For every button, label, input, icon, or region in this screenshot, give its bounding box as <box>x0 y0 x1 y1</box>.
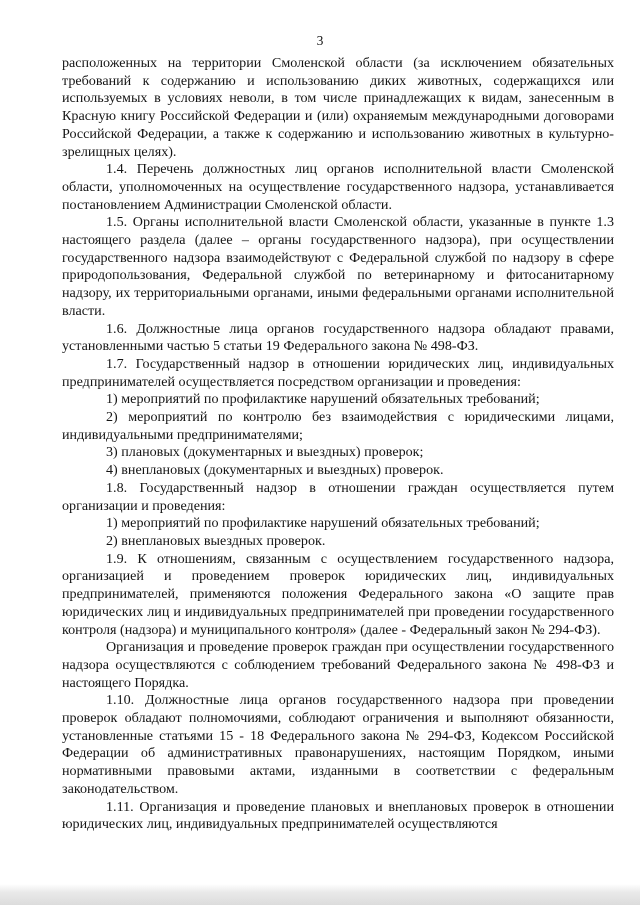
document-body <box>62 55 614 834</box>
paragraph: 3) плановых (документарных и выездных) проверок; <box>106 444 424 461</box>
paragraph: 1.9. К отношениям, связанным с осуществлением государственного надзора, организацией и проведением проверок юридических лиц, индивидуальных предпринимателей, применяются положения Федерального закона «О защите прав юридических лиц и индивидуальных предпринимателей при проведении государственного контроля (надзора) и муниципального контроля» (далее - Федеральный закон № 294-ФЗ). <box>62 550 614 638</box>
paragraph: 1) мероприятий по профилактике нарушений обязательных требований; <box>106 515 540 532</box>
paragraph: 1.5. Органы исполнительной власти Смоленской области, указанные в пункте 1.3 настоящего раздела (далее – органы государственного надзора), при осуществлении государственного надзора взаимодействуют с Федеральной службой по надзору в сфере природопользования, Федеральной службой по ветеринарному и фитосанитарному надзору, их территориальными органами, иными федеральными органами исполнительной власти. <box>62 214 614 319</box>
paragraph: 2) внеплановых выездных проверок. <box>106 532 326 549</box>
paragraph: 1.6. Должностные лица органов государственного надзора обладают правами, установленными частью 5 статьи 19 Федерального закона № 498-ФЗ. <box>62 320 614 355</box>
paragraph: 1.8. Государственный надзор в отношении граждан осуществляется путем организации и проведения: <box>62 479 614 514</box>
paragraph: 1.4. Перечень должностных лиц органов исполнительной власти Смоленской области, уполномоченных на осуществление государственного надзора, устанавливается постановлением Администрации Смоленской области. <box>62 161 614 213</box>
paragraph: расположенных на территории Смоленской области (за исключением обязательных требований к содержанию и использованию диких животных, содержащихся или используемых в условиях неволи, в том числе принадлежащих к видам, занесенным в Красную книгу Российской Федерации и (или) охраняемым международными договорами Российской Федерации, а также к содержанию и использованию животных в культурно-зрелищных целях). <box>62 55 614 160</box>
paragraph: 1.11. Организация и проведение плановых и внеплановых проверок в отношении юридических лиц, индивидуальных предпринимателей осуществляются <box>62 798 614 833</box>
paragraph: Организация и проведение проверок граждан при осуществлении государственного надзора осуществляются с соблюдением требований Федерального закона № 498-ФЗ и настоящего Порядка. <box>62 639 614 691</box>
paragraph: 1) мероприятий по профилактике нарушений обязательных требований; <box>106 391 540 408</box>
paragraph: 4) внеплановых (документарных и выездных) проверок. <box>106 462 444 479</box>
paragraph: 1.10. Должностные лица органов государственного надзора при проведении проверок обладают полномочиями, соблюдают ограничения и выполняют обязанности, установленные статьями 15 - 18 Федерального закона № 294-ФЗ, Кодексом Российской Федерации об административных правонарушениях, настоящим Порядком, иными нормативными правовыми актами, изданными в соответствии с федеральным законодательством. <box>62 692 614 797</box>
paragraph: 1.7. Государственный надзор в отношении юридических лиц, индивидуальных предпринимателей осуществляется посредством организации и проведения: <box>62 355 614 390</box>
page-number: 3 <box>316 33 324 48</box>
paragraph: 2) мероприятий по контролю без взаимодействия с юридическими лицами, индивидуальными предпринимателями; <box>62 409 614 443</box>
scan-bottom-edge <box>0 884 640 905</box>
